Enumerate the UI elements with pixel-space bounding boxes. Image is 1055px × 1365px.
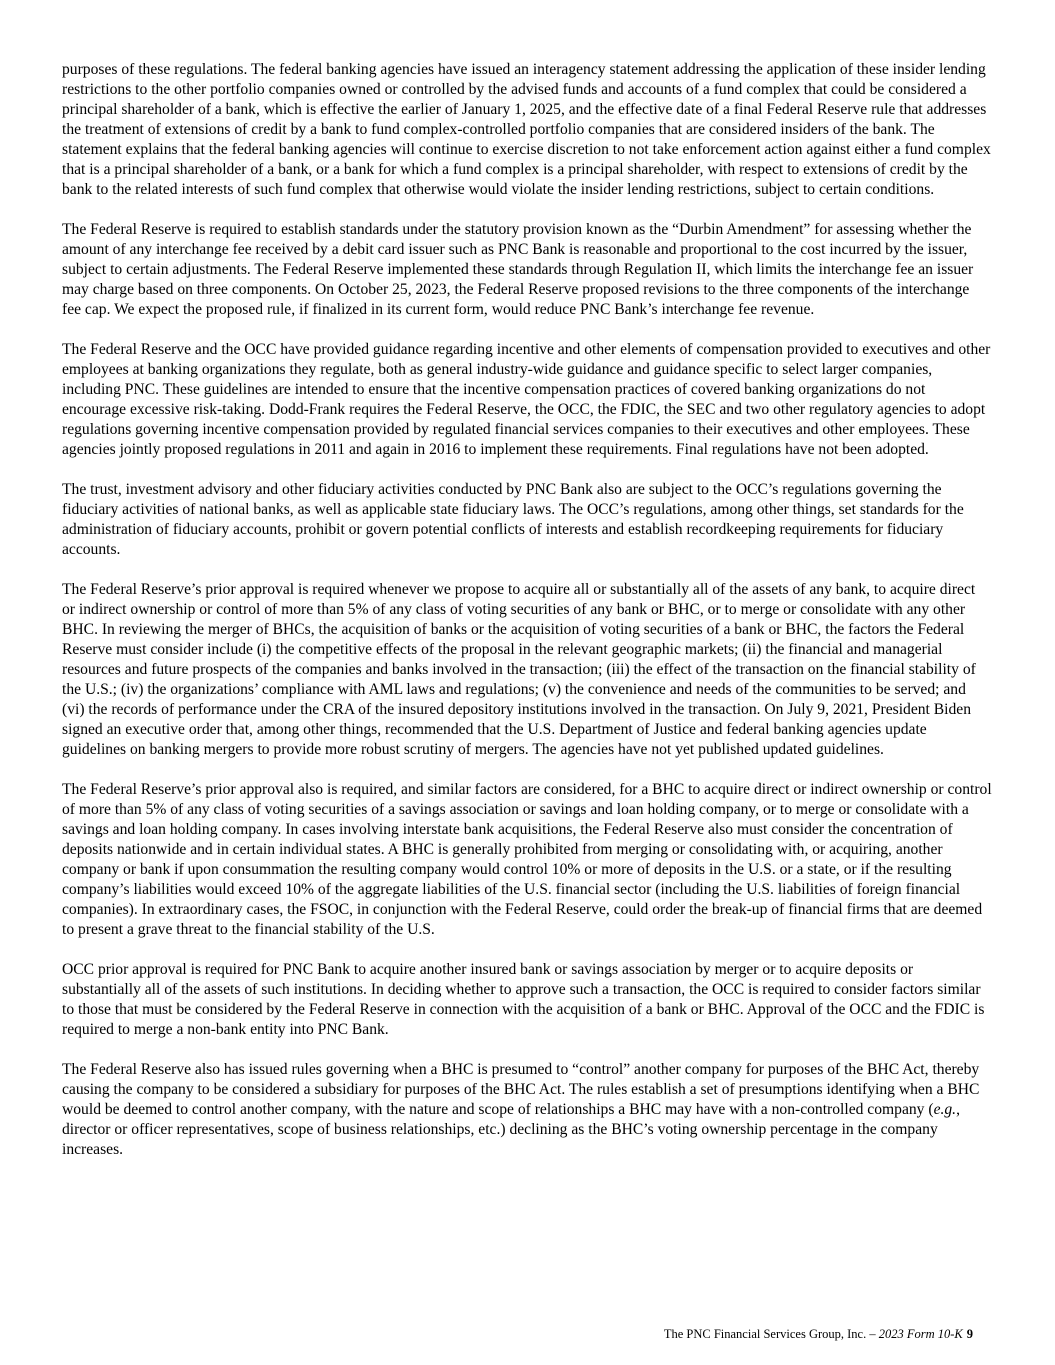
paragraph-text: The Federal Reserve’s prior approval is required whenever we propose to acquire all or substantially all of the assets of any bank, to acquire direct or indirect ownership or control of more than 5% of any class of voting securities of any bank or BHC, or to merge or consolidate with any other BHC. In reviewing the merger of BHCs, the acquisition of banks or the acquisition of voting securities of a bank or BHC, the factors the Federal Reserve must consider include (i) the competitive effects of the proposal in the relevant geographic markets; (ii) the financial and managerial resources and future prospects of the companies and banks involved in the transaction; (iii) the effect of the transaction on the financial stability of the U.S.; (iv) the organizations’ compliance with AML laws and regulations; (v) the convenience and needs of the communities to be served; and (vi) the records of performance under the CRA of the insured depository institutions involved in the transaction. On July 9, 2021, President Biden signed an executive order that, among other things, recommended that the U.S. Department of Justice and federal banking agencies update guidelines on banking mergers to provide more robust scrutiny of mergers. The agencies have not yet published updated guidelines. — [62, 581, 976, 758]
paragraph-text: The Federal Reserve and the OCC have provided guidance regarding incentive and other elements of compensation provided to executives and other employees at banking organizations they regulate, both as general industry-wide guidance and guidance specific to select larger companies, including PNC. These guidelines are intended to ensure that the incentive compensation practices of covered banking organizations do not encourage excessive risk-taking. Dodd-Frank requires the Federal Reserve, the OCC, the FDIC, the SEC and two other regulatory agencies to adopt regulations governing incentive compensation provided by regulated financial services companies to their executives and other employees. These agencies jointly proposed regulations in 2011 and again in 2016 to implement these requirements. Final regulations have not been adopted. — [62, 341, 991, 458]
paragraph-control-rules — [62, 1060, 992, 1160]
paragraph-federal-reserve-approval — [62, 580, 992, 760]
paragraph-text: The Federal Reserve is required to establish standards under the statutory provision known as the “Durbin Amendment” for assessing whether the amount of any interchange fee received by a debit card issuer such as PNC Bank is reasonable and proportional to the cost incurred by the issuer, subject to certain adjustments. The Federal Reserve implemented these standards through Regulation II, which limits the interchange fee an issuer may charge based on three components. On October 25, 2023, the Federal Reserve proposed revisions to the three components of the interchange fee cap. We expect the proposed rule, if finalized in its current form, would reduce PNC Bank’s interchange fee revenue. — [62, 221, 974, 318]
page-number: 9 — [966, 1327, 973, 1341]
paragraph-savings-association-approval — [62, 780, 992, 940]
paragraph-text: OCC prior approval is required for PNC Bank to acquire another insured bank or savings association by merger or to acquire deposits or substantially all of the assets of such institutions. In deciding whether to approve such a transaction, the OCC is required to consider factors similar to those that must be considered by the Federal Reserve in connection with the acquisition of a bank or BHC. Approval of the OCC and the FDIC is required to merge a non-bank entity into PNC Bank. — [62, 961, 985, 1038]
paragraph-text: The Federal Reserve also has issued rules governing when a BHC is presumed to “control” another company for purposes of the BHC Act, thereby causing the company to be considered a subsidiary for purposes of the BHC Act. The rules establish a set of presumptions identifying when a BHC would be deemed to control another company, with the nature and scope of relationships a BHC may have with a non-controlled company ( — [62, 1061, 980, 1118]
paragraph-italic-abbreviation: e.g. — [933, 1101, 957, 1118]
page-body — [62, 60, 992, 1180]
paragraph-incentive-compensation — [62, 340, 992, 460]
paragraph-text: purposes of these regulations. The federal banking agencies have issued an interagency statement addressing the application of these insider lending restrictions to the other portfolio companies owned or controlled by the advised funds and accounts of a fund complex that could be considered a principal shareholder of a bank, which is effective the earlier of January 1, 2025, and the effective date of a final Federal Reserve rule that addresses the treatment of extensions of credit by a bank to fund complex-controlled portfolio companies that are considered insiders of the bank. The statement explains that the federal banking agencies will continue to exercise discretion to not take enforcement action against either a fund complex that is a principal shareholder of a bank, or a bank for which a fund complex is a principal shareholder, with respect to extensions of credit by the bank to the related interests of such fund complex that otherwise would violate the insider lending restrictions, subject to certain conditions. — [62, 61, 991, 198]
paragraph-occ-approval — [62, 960, 992, 1040]
paragraph-text: The Federal Reserve’s prior approval also is required, and similar factors are considered, for a BHC to acquire direct or indirect ownership or control of more than 5% of any class of voting securities of a savings association or savings and loan holding company, or to merge or consolidate with a savings and loan holding company. In cases involving interstate bank acquisitions, the Federal Reserve also must consider the concentration of deposits nationwide and in certain individual states. A BHC is generally prohibited from merging or consolidating with, or acquiring, another company or bank if upon consummation the resulting company would control 10% or more of deposits in the U.S. or a state, or if the resulting company’s liabilities would exceed 10% of the aggregate liabilities of the U.S. financial sector (including the U.S. liabilities of foreign financial companies). In extraordinary cases, the FSOC, in conjunction with the Federal Reserve, could order the break-up of financial firms that are deemed to present a grave threat to the financial stability of the U.S. — [62, 781, 992, 938]
paragraph-text: The trust, investment advisory and other fiduciary activities conducted by PNC Bank also are subject to the OCC’s regulations governing the fiduciary activities of national banks, as well as applicable state fiduciary laws. The OCC’s regulations, among other things, set standards for the administration of fiduciary accounts, prohibit or govern potential conflicts of interests and establish recordkeeping requirements for fiduciary accounts. — [62, 481, 964, 558]
paragraph-durbin-amendment — [62, 220, 992, 320]
footer-company: The PNC Financial Services Group, Inc. – — [663, 1327, 879, 1341]
footer-form: 2023 Form 10-K — [878, 1327, 963, 1341]
paragraph-text: , director or officer representatives, scope of business relationships, etc.) declining as the BHC’s voting ownership percentage in the company increases. — [62, 1101, 960, 1158]
paragraph-insider-lending — [62, 60, 992, 200]
page-footer — [664, 1326, 973, 1342]
paragraph-fiduciary-activities — [62, 480, 992, 560]
